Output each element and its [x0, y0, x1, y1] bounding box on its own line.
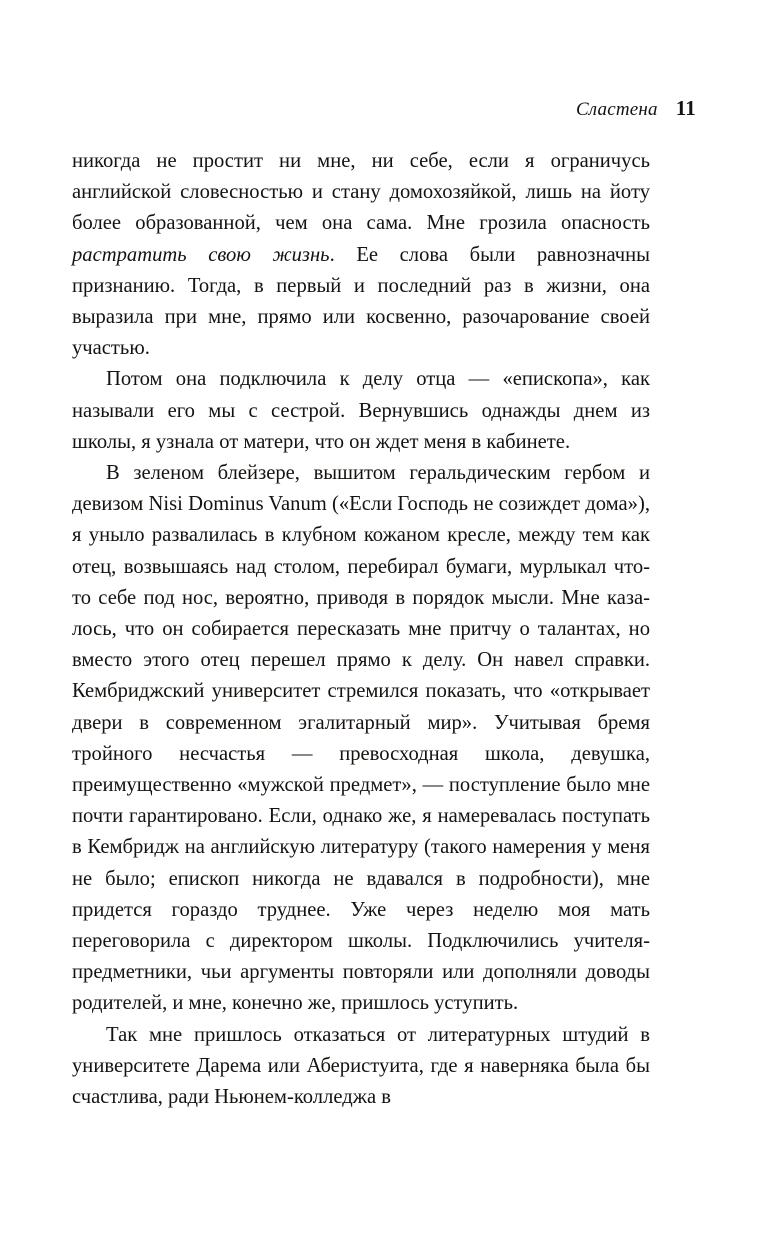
running-head	[576, 98, 696, 119]
paragraph	[72, 458, 650, 1020]
running-head-book-title: Сластена	[575, 99, 658, 120]
text-run: Так мне пришлось отказаться от литературных штудий в университете Дарема или Аберистуита, где я наверняка была бы счастлива, ради Ньюнем-колледжа в	[72, 1023, 650, 1109]
text-run: В зеленом блейзере, вышитом геральдическим гербом и девизом	[72, 462, 650, 516]
paragraph	[72, 146, 650, 364]
text-run: . Ее слова были равнозначны признанию. Тогда, в первый и последний раз в жизни, она выразила при мне, прямо или косвенно, разочарование своей участью.	[72, 243, 650, 360]
paragraph	[72, 364, 650, 458]
text-run: Потом она подключила к делу отца — «епископа», как называли его мы с сестрой. Вернувшись однажды днем из школы, я узнала от матери, что он ждет меня в кабинете.	[72, 368, 650, 453]
paragraph	[72, 1020, 650, 1114]
page-text-body	[72, 146, 650, 1113]
italic-phrase: растратить свою жизнь	[72, 243, 330, 266]
text-run: («Если Господь не созиждет дома»), я уныло развалилась в клубном кожаном кресле, между тем как отец, возвышаясь над столом, перебирал бумаги, мурлыкал что-то себе под нос, вероятно, приводя в порядок мысли. Мне казалось, что он собирается пересказать мне притчу о талантах, но вместо этого отец перешел прямо к делу. Он навел справки. Кембриджский университет стремился показать, что «открывает двери в современном эгалитарный мир». Учитывая бремя тройного несчастья — превосходная школа, девушка, преимущественно «мужской предмет», — поступление было мне почти гарантировано. Если, однако же, я намеревалась поступать в Кембридж на английскую литературу (такого намерения у меня не было; епископ никогда не вдавался в подробности), мне придется гораздо труднее. Уже через неделю моя мать переговорила с директором школы. Подключились учителя-предметники, чьи аргументы повторяли или дополняли доводы родителей, и мне, конечно же, пришлось уступить.	[72, 493, 650, 1015]
latin-motto: Nisi Dominus Vanum	[148, 493, 327, 516]
page-number: 11	[675, 96, 696, 120]
text-run: никогда не простит ни мне, ни себе, если я ограничусь английской словесностью и стану домохозяйкой, лишь на йоту более образованной, чем она сама. Мне грозила опасность	[72, 150, 650, 235]
